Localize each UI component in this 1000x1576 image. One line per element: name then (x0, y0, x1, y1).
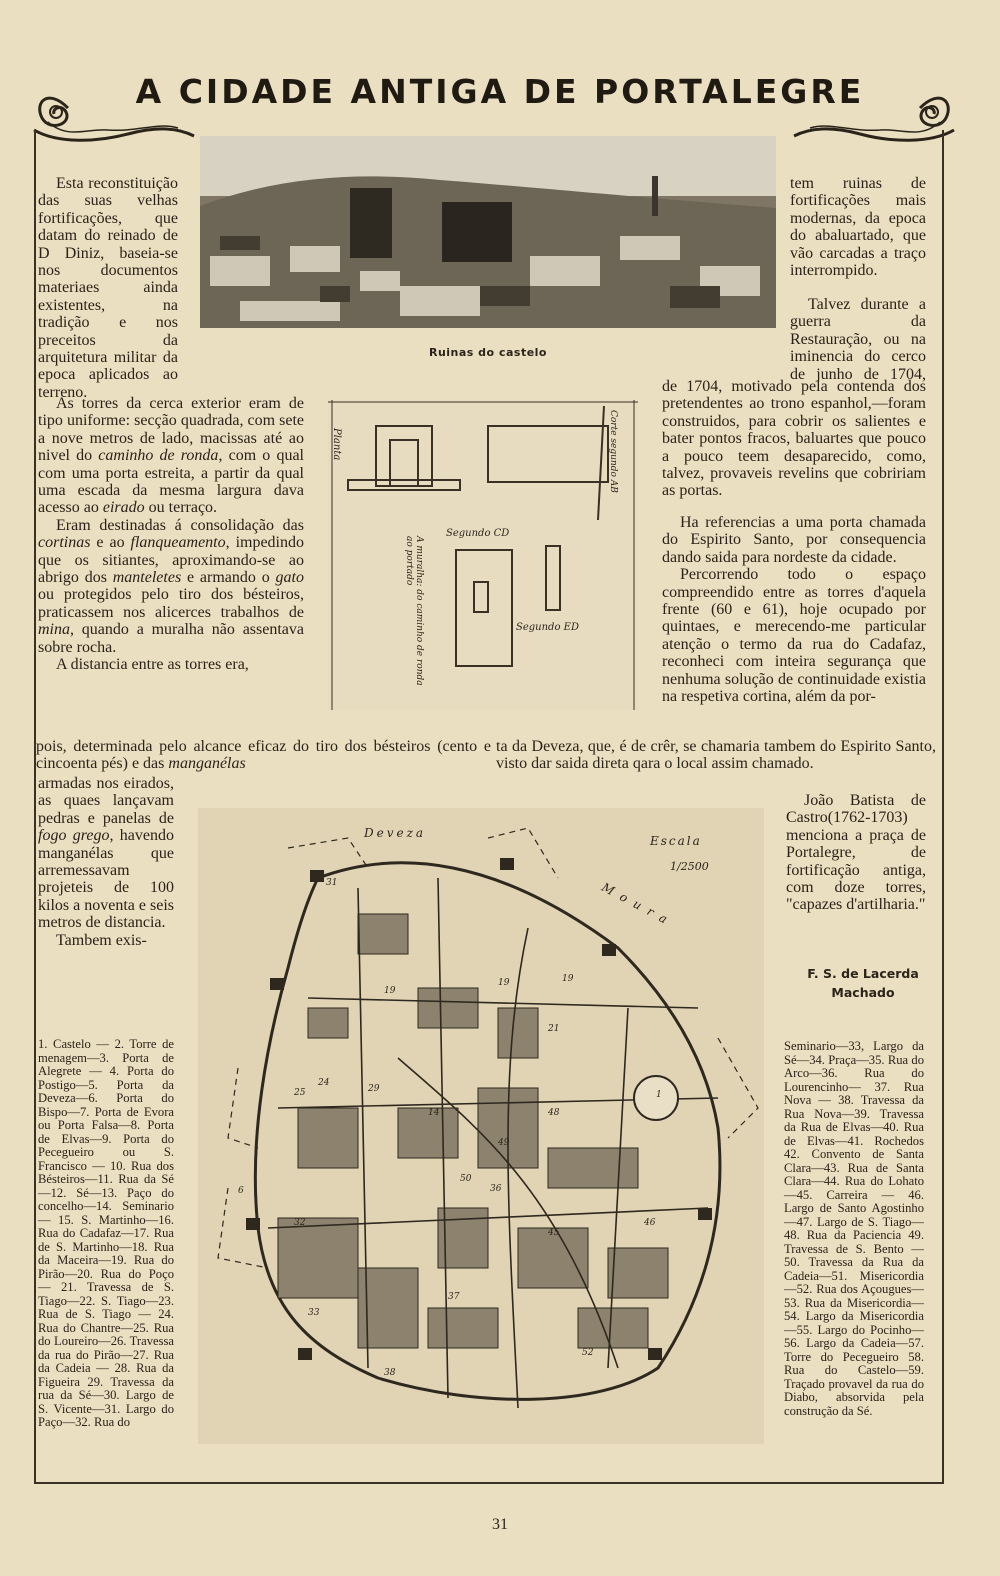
map-label-escala-value: 1/2500 (670, 860, 709, 873)
sketch-label-segundo-ed: Segundo ED (516, 622, 579, 633)
map-number-label: 21 (548, 1024, 560, 1034)
map-number-label: 19 (384, 986, 396, 996)
map-number-label: 37 (448, 1292, 460, 1302)
paragraph: Talvez durante a guerra da Restauração, ou na iminencia do cerco de junho de 1704, (790, 296, 926, 382)
map-legend-left: 1. Castelo — 2. Torre de menagem—3. Porta de Alegrete — 4. Porta do Postigo—5. Porta da Deveza—6. Porta do Bispo—7. Porta de Evora ou Porta Falsa—8. Porta de Elvas—9. Porta do Pecegueiro ou S. Francisco — 10. Rua dos Bésteiros—11. Rua da Sé—12. Sé—13. Paço do concelho—14. Seminario — 15. S. Martinho—16. Rua do Cadafaz—17. Rua de S. Martinho—18. Rua da Maceira—19. Rua do Pirão—20. Rua do Poço — 21. Travessa de S. Tiago—22. S. Tiago—23. Rua de S. Tiago — 24. Rua do Chantre—25. Rua do Loureiro—26. Travessa da rua do Pirão—27. Rua da Cadeia — 28. Rua da Figueira 29. Travessa da rua da Sé—30. Largo de S. Vicente—31. Largo do Paço—32. Rua do (38, 1037, 174, 1429)
right-column-narrow (790, 296, 926, 382)
sketch-label-corte: Corte segundo AB (608, 410, 618, 493)
paragraph: João Batista de Castro(1762-1703) menciona a praça de Portalegre, de fortificação antiga, com doze torres, "capazes d'artilharia." (786, 792, 926, 914)
paragraph: Esta reconstituição das suas velhas fortificações, que datam do reinado de D Diniz, baseia-se nos documentos materiaes ainda existentes, na tradição e nos preceitos da arquitetura militar da epoca aplicados ao terreno. (38, 175, 178, 401)
author-signature: F. S. de Lacerda Machado (807, 966, 919, 1000)
paragraph: tem ruinas de fortificações mais modernas, da epoca do abaluartado, que vão carcadas a traço interrompido. (790, 175, 926, 280)
sketch-label-segundo-cd: Segundo CD (446, 528, 510, 539)
map-number-label: 31 (326, 878, 338, 888)
right-column-top (662, 175, 926, 279)
map-number-label: 49 (498, 1138, 510, 1148)
map-number-label: 1 (656, 1090, 662, 1100)
map-number-label: 38 (384, 1368, 396, 1378)
map-number-label: 19 (498, 978, 510, 988)
page-number: 31 (492, 1516, 508, 1533)
map-number-label: 25 (294, 1088, 306, 1098)
map-number-label: 6 (238, 1186, 244, 1196)
left-column-bottom (38, 775, 174, 949)
full-row-right: ta da Deveza, que, é de crêr, se chamaria tambem do Espirito Santo, visto dar saida direta qara o local assim chamado. (496, 738, 936, 773)
paragraph: armadas nos eirados, as quaes lançavam pedras e panelas de fogo grego, havendo manganélas que arremessavam projeteis de 100 kilos a noventa e seis metros de distancia. (38, 775, 174, 932)
paragraph: As torres da cerca exterior eram de tipo uniforme: secção quadrada, com sete a nove metros de lado, macissas até ao nivel do caminho de ronda, com o qual com uma porta estreita, a partir da qual uma escada da mesma largura dava acesso ao eirado ou terraço. (38, 395, 304, 517)
map-number-label: 29 (368, 1084, 380, 1094)
map-number-label: 46 (644, 1218, 656, 1228)
city-map (198, 808, 764, 1444)
map-number-label: 19 (562, 974, 574, 984)
left-column-middle (38, 395, 304, 674)
map-number-label: 45 (548, 1228, 560, 1238)
paragraph: Eram destinadas á consolidação das cortinas e ao flanqueamento, impedindo que os sitiantes, aproximando-se ao abrigo dos manteletes e armando o gato ou protegidos pelo tiro dos bésteiros, praticassem nos alicerces trabalhos de mina, quando a muralha não assentava sobre rocha. (38, 516, 304, 656)
map-label-deveza: Deveza (364, 826, 427, 840)
map-number-label: 33 (308, 1308, 320, 1318)
tower-sketch (328, 400, 638, 710)
right-column-middle (662, 378, 926, 705)
left-column-top (38, 175, 178, 401)
photo-caption: Ruinas do castelo (428, 346, 547, 359)
paragraph: Percorrendo todo o espaço compreendido entre as torres d'aquela frente (60 e 61), hoje ocupado por quintaes, e merecendo-me particular atenção o termo da rua do Cadafaz, reconheci com inteira segurança que nenhuma solução de continuidade existia na respetiva cortina, além da por- (662, 566, 926, 706)
map-number-label: 50 (460, 1174, 472, 1184)
full-row-left: pois, determinada pelo alcance eficaz do tiro dos bésteiros (cento e cincoenta pés) e das manganélas (36, 738, 491, 773)
map-label-moura: Moura (599, 880, 677, 930)
sketch-label-muralha: A muralha: do caminho de ronda ao portado (404, 536, 424, 686)
map-legend-right: Seminario—33, Largo da Sé—34. Praça—35. Rua do Arco—36. Rua do Lourencinho— 37. Rua Nova — 38. Travessa da Rua Nova—39. Travessa da Rua de Elvas—40. Rua de Elvas—41. Rochedos 42. Convento de Santa Clara—43. Rua de Santa Clara—44. Rua do Lohato—45. Carreira — 46. Largo de Santo Agostinho—47. Largo de S. Tiago—48. Rua da Paciencia 49. Travessa de S. Bento — 50. Travessa da Rua da Cadeia—51. Misericordia—52. Rua dos Açougues—53. Rua da Misericordia—54. Largo da Misericordia—55. Largo do Pocinho—56. Largo da Cadeia—57. Torre do Pecegueiro 58. Rua do Castelo—59. Traçado provavel da rua do Diabo, absorvida pela construção da Sé. (784, 1039, 924, 1418)
map-number-label: 24 (318, 1078, 330, 1088)
map-number-label: 52 (582, 1348, 594, 1358)
paragraph: Ha referencias a uma porta chamada do Espirito Santo, por consequencia dando saida para nordeste da cidade. (662, 514, 926, 566)
paragraph-continued: de 1704, motivado pela contenda dos pretendentes ao trono espanhol,—foram construidos, para cobrir os salientes e bater pontos fracos, baluartes que pouco a pouco teem desaparecido, como, talvez, provaveis revelins que cobririam as portas. (662, 378, 926, 500)
map-number-label: 48 (548, 1108, 560, 1118)
map-label-escala: Escala (650, 834, 702, 848)
map-number-label: 14 (428, 1108, 440, 1118)
article-title: A CIDADE ANTIGA DE PORTALEGRE (135, 72, 865, 111)
sketch-label-planta: Planta (331, 428, 342, 461)
map-number-label: 36 (490, 1184, 502, 1194)
map-number-label: 32 (294, 1218, 306, 1228)
paragraph: A distancia entre as torres era, (56, 656, 249, 674)
paragraph: Tambem exis- (56, 931, 147, 949)
right-column-bottom (786, 792, 926, 914)
